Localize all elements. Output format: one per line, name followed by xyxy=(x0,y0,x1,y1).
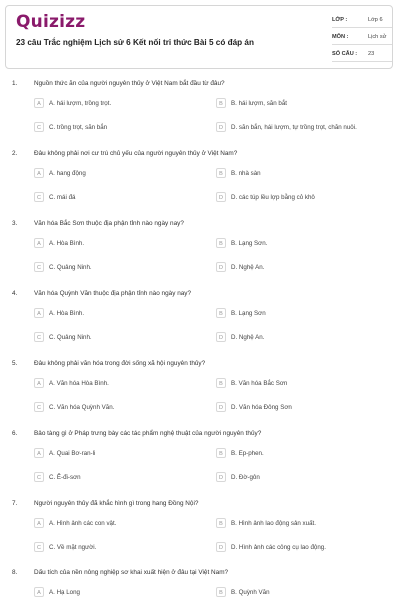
worksheet-title: 23 câu Trắc nghiệm Lịch sử 6 Kết nối tri thức Bài 5 có đáp án xyxy=(16,38,254,47)
question-text: Dấu tích của nền nông nghiệp sơ khai xuất hiện ở đâu tại Việt Nam? xyxy=(34,569,229,576)
count-divider xyxy=(332,61,392,62)
question-count-value: 23 xyxy=(368,51,375,57)
option-letter-badge: A xyxy=(34,378,44,388)
option-letter-badge: C xyxy=(34,472,44,482)
question-text: Bảo tàng gì ở Pháp trưng bày các tác phẩm nghệ thuật của người nguyên thủy? xyxy=(34,430,262,437)
option-letter-badge: A xyxy=(34,168,44,178)
question-text: Văn hóa Quỳnh Văn thuộc địa phận tỉnh nào ngày nay? xyxy=(34,290,192,297)
option-letter-badge: C xyxy=(34,122,44,132)
question-count-label: SỐ CÂU : xyxy=(332,51,358,57)
question-number: 7. xyxy=(12,500,18,507)
option-letter-badge: A xyxy=(34,98,44,108)
option-text: B. nhà sàn xyxy=(231,169,261,177)
question-number: 6. xyxy=(12,430,18,437)
quizizz-logo[interactable]: Quizizz xyxy=(16,12,86,32)
option-text: D. Văn hóa Đông Sơn xyxy=(231,403,292,411)
option-letter-badge: C xyxy=(34,262,44,272)
option-letter-badge: B xyxy=(216,238,226,248)
option-letter-badge: B xyxy=(216,378,226,388)
option-text: B. Văn hóa Bắc Sơn xyxy=(231,379,288,387)
option-letter-badge: A xyxy=(34,448,44,458)
option-text: D. săn bắn, hái lượm, tự trồng trọt, chăn nuôi. xyxy=(231,123,357,131)
option-text: D. Hình ảnh các công cụ lao động. xyxy=(231,543,326,551)
question-number: 1. xyxy=(12,80,18,87)
option-letter-badge: D xyxy=(216,122,226,132)
option-letter-badge: A xyxy=(34,518,44,528)
option-text: A. Quai Bơ-ran-li xyxy=(49,449,96,457)
option-letter-badge: D xyxy=(216,192,226,202)
option-text: A. Hòa Bình. xyxy=(49,309,85,317)
question-text: Nguồn thức ăn của người nguyên thủy ở Việt Nam bắt đầu từ đâu? xyxy=(34,80,225,87)
option-letter-badge: D xyxy=(216,262,226,272)
option-text: C. mái đá xyxy=(49,193,76,201)
option-text: C. Văn hóa Quỳnh Văn. xyxy=(49,403,115,411)
option-text: D. các túp lều lợp bằng cỏ khô xyxy=(231,193,315,201)
option-letter-badge: B xyxy=(216,448,226,458)
subject-divider xyxy=(332,44,392,45)
question-number: 2. xyxy=(12,150,18,157)
option-text: B. hái lượm, săn bắt xyxy=(231,99,288,107)
option-text: C. Quảng Ninh. xyxy=(49,333,92,341)
question-text: Văn hóa Bắc Sơn thuộc địa phận tỉnh nào ngày nay? xyxy=(34,220,184,227)
option-letter-badge: D xyxy=(216,472,226,482)
option-letter-badge: D xyxy=(216,542,226,552)
option-text: C. Ê-đi-sơn xyxy=(49,473,81,481)
option-text: A. hái lượm, trồng trọt. xyxy=(49,99,112,107)
option-letter-badge: A xyxy=(34,238,44,248)
option-letter-badge: A xyxy=(34,308,44,318)
question-text: Đâu không phải nơi cư trú chủ yếu của người nguyên thủy ở Việt Nam? xyxy=(34,150,238,157)
option-text: A. Hạ Long xyxy=(49,588,80,596)
question-number: 4. xyxy=(12,290,18,297)
option-letter-badge: B xyxy=(216,98,226,108)
option-text: D. Đờ-gôn xyxy=(231,473,260,481)
option-letter-badge: C xyxy=(34,542,44,552)
subject-value: Lịch sử xyxy=(368,34,387,40)
question-number: 8. xyxy=(12,569,18,576)
option-letter-badge: A xyxy=(34,587,44,597)
option-text: C. Về mặt người. xyxy=(49,543,97,551)
question-number: 5. xyxy=(12,360,18,367)
option-text: D. Nghệ An. xyxy=(231,263,265,271)
question-number: 3. xyxy=(12,220,18,227)
option-text: A. Hòa Bình. xyxy=(49,239,85,247)
option-text: B. Ep-phen. xyxy=(231,449,264,457)
worksheet-header xyxy=(5,5,393,69)
class-label: LỚP : xyxy=(332,17,348,23)
option-letter-badge: B xyxy=(216,518,226,528)
option-letter-badge: B xyxy=(216,168,226,178)
option-text: D. Nghệ An. xyxy=(231,333,265,341)
question-text: Đâu không phải văn hóa trong đời sống xã hội nguyên thủy? xyxy=(34,360,206,367)
class-value: Lớp 6 xyxy=(368,17,383,23)
option-text: B. Lạng Sơn. xyxy=(231,239,268,247)
option-text: B. Hình ảnh lao động sản xuất. xyxy=(231,519,316,527)
option-letter-badge: D xyxy=(216,332,226,342)
class-divider xyxy=(332,27,392,28)
option-text: A. Văn hóa Hòa Bình. xyxy=(49,379,109,387)
option-letter-badge: C xyxy=(34,402,44,412)
option-text: B. Quỳnh Văn xyxy=(231,588,270,596)
option-text: A. Hình ảnh các con vật. xyxy=(49,519,117,527)
option-text: C. trồng trọt, săn bắn xyxy=(49,123,108,131)
option-text: A. hang động xyxy=(49,169,86,177)
subject-label: MÔN : xyxy=(332,34,349,40)
option-letter-badge: B xyxy=(216,308,226,318)
option-letter-badge: C xyxy=(34,332,44,342)
option-letter-badge: D xyxy=(216,402,226,412)
option-letter-badge: C xyxy=(34,192,44,202)
option-letter-badge: B xyxy=(216,587,226,597)
option-text: B. Lạng Sơn xyxy=(231,309,266,317)
option-text: C. Quảng Ninh. xyxy=(49,263,92,271)
question-text: Người nguyên thủy đã khắc hình gì trong hang Đồng Nội? xyxy=(34,500,199,507)
